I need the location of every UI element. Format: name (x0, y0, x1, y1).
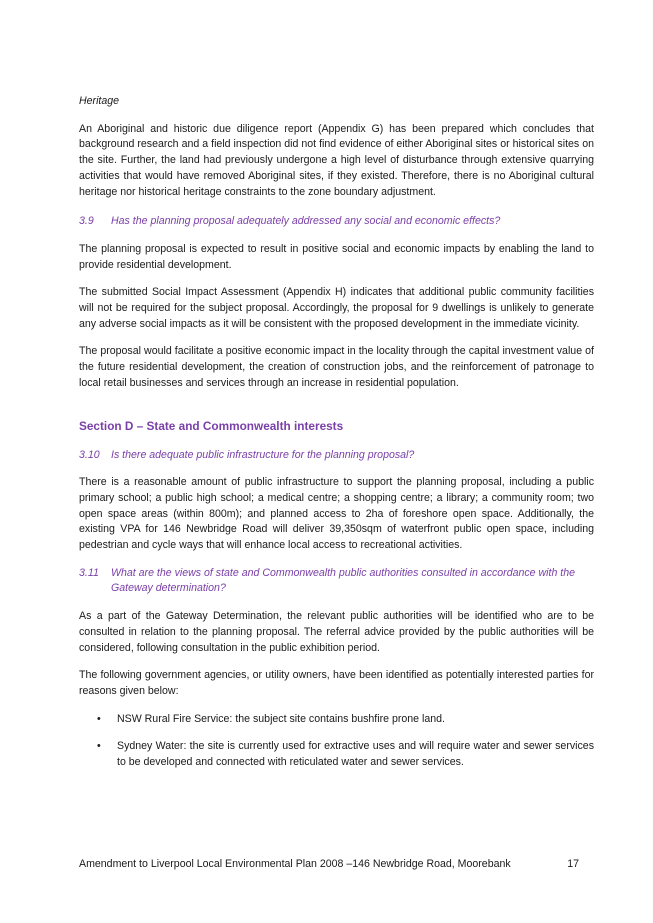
bullet-icon: • (97, 712, 101, 725)
heritage-paragraph: An Aboriginal and historic due diligence report (Appendix G) has been prepared which concludes that background research and a field inspection did not find evidence of either Aboriginal sites or historical sites on the site. Further, the land had previously undergone a high level of disturbance through extensive quarrying activities that would have removed Aboriginal sites, if they existed. Therefore, there is no Aboriginal cultural heritage nor historical heritage constraints to the zone boundary adjustment. (79, 122, 594, 198)
heritage-heading: Heritage (79, 95, 120, 107)
question-3-9 (79, 214, 594, 230)
question-text: Has the planning proposal adequately addressed any social and economic effects? (111, 215, 501, 228)
footer-title: Amendment to Liverpool Local Environmental Plan 2008 –146 Newbridge Road, Moorebank (79, 858, 511, 870)
page-content (79, 94, 594, 771)
social-economic-paragraph-1: The planning proposal is expected to result in positive social and economic impacts by enabling the land to provide residential development. (79, 242, 594, 271)
question-text: What are the views of state and Commonwealth public authorities consulted in accordance with the Gateway determination? (111, 566, 576, 595)
social-economic-paragraph-2: The submitted Social Impact Assessment (Appendix H) indicates that additional public community facilities will not be required for the subject proposal. Accordingly, the proposal for 9 dwellings is unlikely to generate any adverse social impacts as it will be consistent with the proposed development in the immediate vicinity. (79, 286, 594, 330)
question-3-10 (79, 448, 594, 464)
infrastructure-paragraph: There is a reasonable amount of public infrastructure to support the planning proposal, including a public primary school; a public high school; a medical centre; a shopping centre; a library; a community room; two open space areas (within 800m); and planned access to 2ha of foreshore open space. Additionally, the existing VPA for 146 Newbridge Road will deliver 39,350sqm of waterfront public open space, including pedestrian and cycle ways that will enhance local access to recreational activities. (79, 476, 594, 552)
question-number: 3.11 (79, 566, 99, 579)
page-footer (79, 857, 579, 871)
list-item (79, 712, 594, 728)
question-text: Is there adequate public infrastructure for the planning proposal? (111, 448, 415, 461)
social-economic-paragraph-3: The proposal would facilitate a positive economic impact in the locality through the capital investment value of the future residential development, the creation of construction jobs, and the reinforcement of patronage to local retail businesses and services through an increase in residential population. (79, 345, 594, 389)
question-number: 3.10 (79, 448, 100, 461)
list-item-text: Sydney Water: the site is currently used for extractive uses and will require water and sewer services to be developed and connected with reticulated water and sewer services. (117, 740, 594, 769)
list-item-text: NSW Rural Fire Service: the subject site contains bushfire prone land. (117, 712, 445, 725)
list-item (79, 739, 594, 770)
question-3-11 (79, 566, 594, 597)
question-number: 3.9 (79, 215, 94, 228)
bullet-icon: • (97, 740, 101, 753)
consultation-paragraph-2: The following government agencies, or utility owners, have been identified as potentially interested parties for reasons given below: (79, 669, 594, 697)
agency-list (79, 712, 594, 771)
consultation-paragraph-1: As a part of the Gateway Determination, the relevant public authorities will be identified who are to be consulted in relation to the planning proposal. The referral advice provided by the public authorities will be considered, following consultation in the public exhibition period. (79, 610, 594, 654)
section-d-heading: Section D – State and Commonwealth interests (79, 418, 344, 433)
page-number: 17 (567, 858, 579, 870)
